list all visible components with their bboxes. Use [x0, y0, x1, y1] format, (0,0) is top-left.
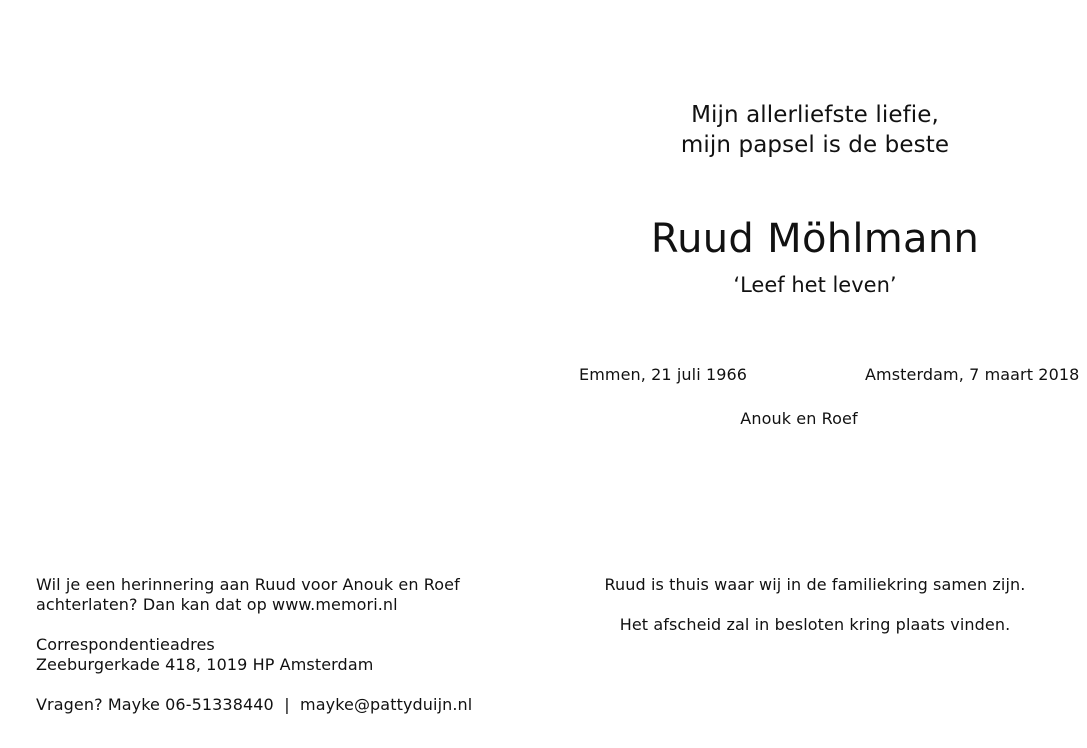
address-label: Correspondentieadres: [36, 635, 215, 654]
address-value: Zeeburgerkade 418, 1019 HP Amsterdam: [36, 655, 374, 674]
memori-text-line1: Wil je een herinnering aan Ruud voor Anouk en Roef: [36, 575, 460, 594]
deceased-name: Ruud Möhlmann: [650, 216, 980, 262]
contact-line: Vragen? Mayke 06-51338440 | mayke@pattyduijn.nl: [36, 695, 473, 714]
epitaph: ‘Leef het leven’: [733, 273, 897, 297]
death-place-date: Amsterdam, 7 maart 2018: [865, 365, 1080, 384]
birth-place-date: Emmen, 21 juli 1966: [579, 365, 748, 384]
farewell-info-line: Het afscheid zal in besloten kring plaats vinden.: [619, 615, 1011, 634]
motto-line1: Mijn allerliefste liefie,: [691, 102, 939, 128]
home-info-line: Ruud is thuis waar wij in de familiekring samen zijn.: [604, 575, 1026, 594]
children-names: Anouk en Roef: [740, 409, 858, 428]
memori-text-line2: achterlaten? Dan kan dat op www.memori.nl: [36, 595, 398, 614]
motto-line2: mijn papsel is de beste: [680, 132, 950, 158]
card-front-panel: [543, 0, 1087, 748]
card-back-panel: [0, 0, 543, 748]
